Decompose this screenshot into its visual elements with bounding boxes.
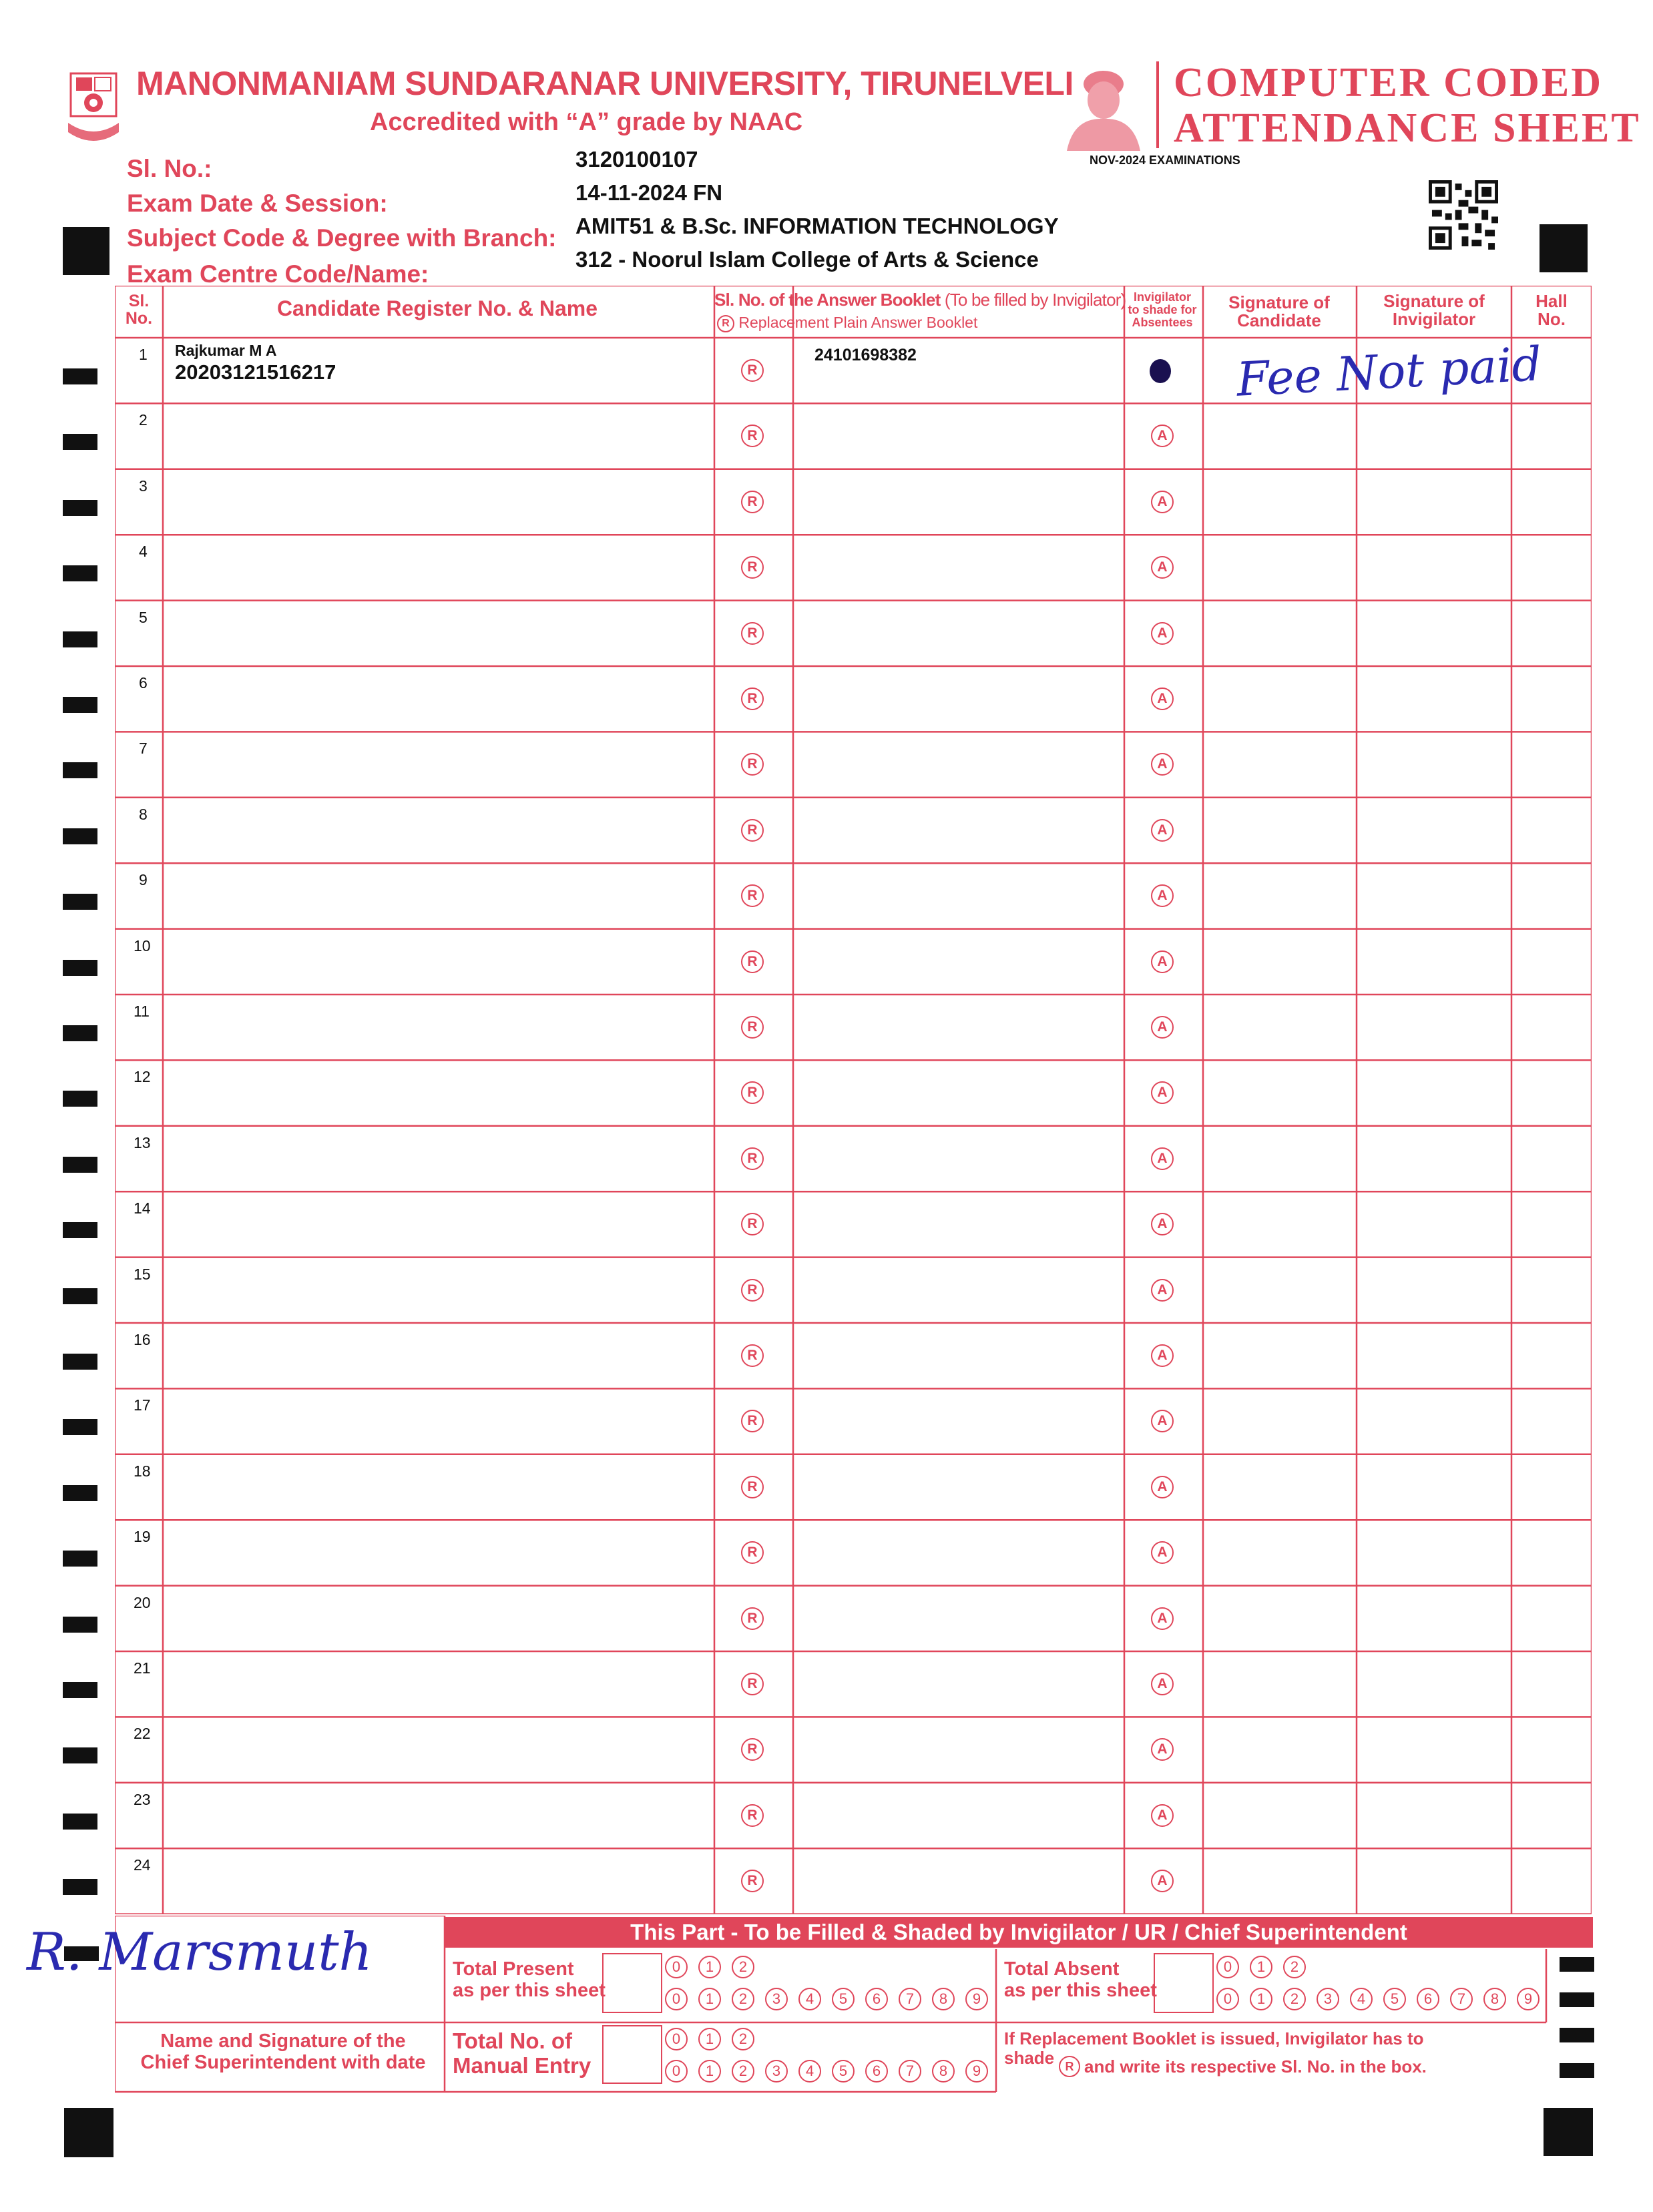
sl-no-value: 3120100107	[575, 147, 698, 172]
col-invigilator-shade-header: Invigilator to shade for Absentees	[1128, 290, 1197, 329]
timing-mark	[63, 1682, 97, 1698]
digit-bubble[interactable]: 0	[1216, 1956, 1239, 1978]
replacement-bubble[interactable]: R	[741, 1673, 764, 1695]
timing-mark	[63, 500, 97, 516]
timing-mark	[63, 894, 97, 910]
absent-bubble[interactable]: A	[1151, 622, 1174, 645]
row-number: 22	[134, 1725, 151, 1743]
timing-mark	[63, 960, 97, 976]
digit-bubble[interactable]: 2	[732, 2060, 754, 2083]
timing-mark	[63, 368, 97, 384]
replacement-bubble[interactable]: R	[741, 1344, 764, 1367]
row-number: 13	[134, 1133, 151, 1151]
chief-superintendent-label: Name and Signature of the Chief Superintendent with date	[140, 2030, 426, 2074]
timing-mark	[63, 697, 97, 713]
centre-label: Exam Centre Code/Name:	[127, 260, 429, 288]
col-booklet-subheader	[717, 314, 977, 332]
replacement-bubble[interactable]: R	[741, 1870, 764, 1892]
digit-bubble[interactable]: 5	[832, 1988, 855, 2010]
total-present-box[interactable]	[602, 1953, 662, 2013]
digit-bubble[interactable]: 0	[1216, 1988, 1239, 2010]
digit-bubble[interactable]: 5	[832, 2060, 855, 2083]
digit-bubble[interactable]: 5	[1383, 1988, 1406, 2010]
absent-bubble[interactable]: A	[1151, 1081, 1174, 1104]
manual-entry-box[interactable]	[602, 2025, 662, 2084]
replacement-bubble[interactable]: R	[741, 1607, 764, 1630]
corner-mark	[1540, 224, 1588, 272]
corner-mark	[64, 2108, 113, 2157]
replacement-note-line1: If Replacement Booklet is issued, Invigilator has to shade	[1004, 2028, 1424, 2068]
row-number: 4	[139, 543, 148, 561]
absent-bubble[interactable]: A	[1151, 556, 1174, 579]
digit-bubble[interactable]: 9	[965, 1988, 988, 2010]
col-booklet-title: Sl. No. of the Answer Booklet	[714, 290, 941, 310]
replacement-bubble[interactable]: R	[741, 1541, 764, 1564]
sheet-title-line1: COMPUTER CODED	[1174, 60, 1604, 105]
replacement-symbol-icon: R	[717, 315, 734, 332]
row-number: 11	[134, 1003, 150, 1020]
digit-bubble[interactable]: 1	[1250, 1988, 1272, 2010]
replacement-bubble[interactable]: R	[741, 556, 764, 579]
total-absent-label: Total Absent as per this sheet	[1004, 1958, 1157, 2002]
digit-bubble[interactable]: 3	[765, 1988, 788, 2010]
col-hall-header: Hall No.	[1536, 291, 1568, 330]
corner-mark	[1544, 2108, 1593, 2156]
digit-bubble[interactable]: 1	[698, 2060, 721, 2083]
absent-bubble[interactable]: A	[1151, 819, 1174, 842]
sheet-title	[1174, 60, 1641, 151]
absent-shaded-bubble[interactable]	[1150, 359, 1171, 383]
replacement-bubble[interactable]: R	[741, 687, 764, 710]
row-number: 6	[139, 674, 148, 692]
replacement-bubble[interactable]: R	[741, 622, 764, 645]
replacement-bubble[interactable]: R	[741, 425, 764, 447]
absent-bubble[interactable]: A	[1151, 753, 1174, 776]
exam-date-label: Exam Date & Session:	[127, 190, 388, 217]
replacement-bubble[interactable]: R	[741, 1804, 764, 1827]
timing-mark	[63, 1091, 97, 1107]
timing-mark	[63, 828, 97, 844]
exam-date-value: 14-11-2024 FN	[575, 180, 723, 205]
row-number: 2	[139, 411, 148, 429]
timing-mark	[63, 762, 97, 778]
replacement-bubble[interactable]: R	[741, 491, 764, 513]
row-number: 21	[134, 1659, 151, 1677]
absent-bubble[interactable]: A	[1151, 1673, 1174, 1695]
replacement-bubble[interactable]: R	[741, 753, 764, 776]
col-booklet-subtitle: Replacement Plain Answer Booklet	[738, 314, 978, 331]
total-absent-box[interactable]	[1154, 1953, 1214, 2013]
digit-bubble[interactable]: 6	[865, 1988, 888, 2010]
digit-bubble[interactable]: 0	[665, 2060, 688, 2083]
row-number: 18	[134, 1462, 151, 1480]
col-booklet-header	[714, 290, 1126, 310]
row-number: 5	[139, 608, 148, 626]
timing-mark	[63, 1879, 97, 1895]
replacement-bubble[interactable]: R	[741, 1016, 764, 1039]
replacement-bubble[interactable]: R	[741, 1476, 764, 1498]
absent-bubble[interactable]: A	[1151, 425, 1174, 447]
row-number: 24	[134, 1856, 151, 1874]
digit-bubble[interactable]: 7	[1450, 1988, 1473, 2010]
timing-mark	[63, 1288, 97, 1304]
col-slno-header: Sl. No.	[125, 292, 153, 328]
absent-bubble[interactable]: A	[1151, 1147, 1174, 1170]
digit-bubble[interactable]: 4	[1350, 1988, 1373, 2010]
digit-bubble[interactable]: 8	[932, 1988, 955, 2010]
timing-mark	[63, 631, 97, 647]
absent-bubble[interactable]: A	[1151, 950, 1174, 973]
digit-bubble[interactable]: 1	[698, 1956, 721, 1978]
replacement-bubble[interactable]: R	[741, 359, 764, 382]
absent-bubble[interactable]: A	[1151, 1213, 1174, 1235]
timing-mark	[63, 1617, 97, 1633]
digit-bubble[interactable]: 0	[665, 1956, 688, 1978]
subject-label: Subject Code & Degree with Branch:	[127, 224, 557, 252]
digit-bubble[interactable]: 2	[732, 1956, 754, 1978]
replacement-bubble[interactable]: R	[741, 819, 764, 842]
col-candidate-header: Candidate Register No. & Name	[276, 296, 598, 320]
subject-value: AMIT51 & B.Sc. INFORMATION TECHNOLOGY	[575, 214, 1059, 238]
portrait-icon	[1053, 61, 1154, 151]
centre-value: 312 - Noorul Islam College of Arts & Science	[575, 247, 1039, 272]
handwritten-remark: Fee Not paid	[1235, 336, 1544, 407]
qr-code-icon	[1429, 180, 1498, 250]
accreditation-text: Accredited with “A” grade by NAAC	[370, 108, 803, 136]
digit-bubble[interactable]: 9	[1517, 1988, 1540, 2010]
replacement-note-symbol-icon: R	[1059, 2056, 1080, 2077]
replacement-bubble[interactable]: R	[741, 884, 764, 907]
row-number: 8	[139, 805, 148, 823]
absent-bubble[interactable]: A	[1151, 884, 1174, 907]
row-number: 10	[134, 936, 151, 954]
answer-booklet-no[interactable]: 24101698382	[814, 346, 917, 364]
total-present-label: Total Present as per this sheet	[453, 1958, 606, 2002]
chief-superintendent-signature: R. Marsmuth	[27, 1922, 373, 1982]
row-number: 23	[134, 1790, 151, 1808]
timing-mark	[63, 434, 97, 450]
attendance-table-grid	[115, 286, 1592, 1914]
absent-bubble[interactable]: A	[1151, 1410, 1174, 1432]
replacement-bubble[interactable]: R	[741, 950, 764, 973]
absent-bubble[interactable]: A	[1151, 1804, 1174, 1827]
col-sig-invigilator-header: Signature of Invigilator	[1383, 291, 1485, 330]
replacement-note-line2: and write its respective Sl. No. in the box.	[1084, 2056, 1427, 2077]
timing-mark	[63, 1157, 97, 1173]
replacement-bubble[interactable]: R	[741, 1279, 764, 1302]
digit-bubble[interactable]: 8	[1483, 1988, 1506, 2010]
digit-bubble[interactable]: 2	[732, 2028, 754, 2050]
absent-bubble[interactable]: A	[1151, 1607, 1174, 1630]
row-number: 15	[134, 1265, 151, 1283]
digit-bubble[interactable]: 3	[1317, 1988, 1339, 2010]
absent-bubble[interactable]: A	[1151, 1016, 1174, 1039]
replacement-bubble[interactable]: R	[741, 1410, 764, 1432]
digit-bubble[interactable]: 7	[899, 2060, 921, 2083]
digit-bubble[interactable]: 2	[1283, 1956, 1306, 1978]
timing-mark	[63, 1485, 97, 1501]
timing-mark	[63, 1025, 97, 1041]
digit-bubble[interactable]: 8	[932, 2060, 955, 2083]
row-number: 17	[134, 1396, 151, 1414]
digit-bubble[interactable]: 2	[732, 1988, 754, 2010]
col-booklet-note: (To be filled by Invigilator)	[944, 290, 1126, 310]
row-number: 14	[134, 1199, 151, 1217]
university-name: MANONMANIAM SUNDARANAR UNIVERSITY, TIRUNELVELI	[136, 65, 1074, 102]
absent-bubble[interactable]: A	[1151, 1541, 1174, 1564]
row-number: 20	[134, 1593, 151, 1611]
timing-mark	[63, 1814, 97, 1830]
timing-mark	[63, 1419, 97, 1435]
digit-bubble[interactable]: 6	[1417, 1988, 1439, 2010]
digit-bubble[interactable]: 4	[798, 1988, 821, 2010]
row-number: 9	[139, 871, 148, 889]
digit-bubble[interactable]: 1	[698, 1988, 721, 2010]
replacement-bubble[interactable]: R	[741, 1738, 764, 1761]
timing-mark	[63, 565, 97, 581]
sheet-title-line2: ATTENDANCE SHEET	[1174, 105, 1641, 151]
absent-bubble[interactable]: A	[1151, 491, 1174, 513]
row-number: 1	[139, 346, 148, 363]
absent-bubble[interactable]: A	[1151, 1476, 1174, 1498]
absent-bubble[interactable]: A	[1151, 1344, 1174, 1367]
timing-mark	[63, 1354, 97, 1370]
digit-bubble[interactable]: 2	[1283, 1988, 1306, 2010]
absent-bubble[interactable]: A	[1151, 1738, 1174, 1761]
digit-bubble[interactable]: 6	[865, 2060, 888, 2083]
manual-entry-label: Total No. of Manual Entry	[453, 2028, 592, 2078]
digit-bubble[interactable]: 9	[965, 2060, 988, 2083]
row-number: 19	[134, 1528, 151, 1546]
digit-bubble[interactable]: 3	[765, 2060, 788, 2083]
row-number: 16	[134, 1331, 151, 1348]
digit-bubble[interactable]: 0	[665, 2028, 688, 2050]
replacement-bubble[interactable]: R	[741, 1213, 764, 1235]
sl-no-label: Sl. No.:	[127, 155, 212, 182]
exam-session-label: NOV-2024 EXAMINATIONS	[1090, 154, 1240, 167]
absent-bubble[interactable]: A	[1151, 1870, 1174, 1892]
invigilator-banner: This Part - To be Filled & Shaded by Invigilator / UR / Chief Superintendent	[445, 1917, 1593, 1948]
timing-mark	[63, 1222, 97, 1238]
row-number: 12	[134, 1068, 151, 1086]
digit-bubble[interactable]: 4	[798, 2060, 821, 2083]
absent-bubble[interactable]: A	[1151, 1279, 1174, 1302]
digit-bubble[interactable]: 7	[899, 1988, 921, 2010]
replacement-bubble[interactable]: R	[741, 1081, 764, 1104]
digit-bubble[interactable]: 0	[665, 1988, 688, 2010]
digit-bubble[interactable]: 1	[698, 2028, 721, 2050]
absent-bubble[interactable]: A	[1151, 687, 1174, 710]
header-divider	[1156, 61, 1159, 148]
timing-mark	[63, 1551, 97, 1567]
row-number: 3	[139, 477, 148, 495]
replacement-bubble[interactable]: R	[741, 1147, 764, 1170]
timing-mark	[63, 1747, 97, 1763]
candidate-name: Rajkumar M A	[175, 342, 277, 359]
col-sig-candidate-header: Signature of Candidate	[1228, 292, 1330, 331]
university-logo-icon	[64, 71, 123, 151]
digit-bubble[interactable]: 1	[1250, 1956, 1272, 1978]
corner-mark	[63, 227, 109, 275]
candidate-register-no: 20203121516217	[175, 360, 336, 384]
row-number: 7	[139, 740, 148, 758]
